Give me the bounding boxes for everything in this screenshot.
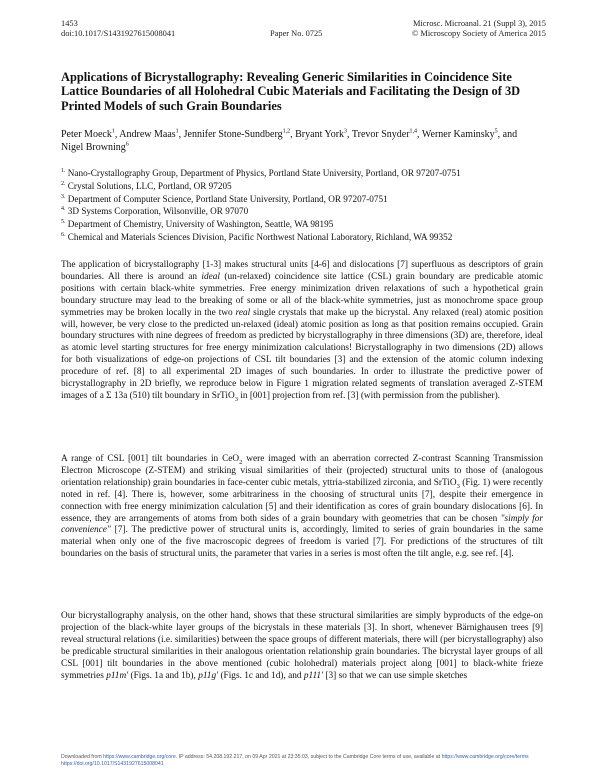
affiliation: $^{5.}$ Department of Chemistry, University of Washington, Seattle, WA 98195	[61, 219, 334, 230]
affiliation: $^{3.}$ Department of Computer Science, Portland State University, Portland, OR 97207-0751	[61, 193, 388, 204]
affiliation: $^{2.}$ Crystal Solutions, LLC, Portland, OR 97205	[61, 180, 232, 191]
affiliation: $^{1.}$ Nano-Crystallography Group, Department of Physics, Portland State University, Portland, OR 97207-0751	[61, 167, 461, 178]
copyright: © Microscopy Society of America 2015	[411, 29, 546, 39]
affiliation: $^{4.}$ 3D Systems Corporation, Wilsonville, OR 97070	[61, 206, 249, 217]
author: Bryant York$^3$,	[295, 128, 352, 140]
header-right	[396, 19, 546, 40]
doi[interactable]: doi:10.1017/S1431927615008041	[61, 29, 176, 39]
doi-link[interactable]: https://doi.org/10.1017/S1431927615008041	[61, 761, 164, 767]
page-number: 1453	[61, 19, 78, 28]
terms-link[interactable]: https://www.cambridge.org/core/terms	[441, 754, 529, 760]
author: Nigel Browning$^6$	[61, 141, 129, 153]
header-left	[61, 19, 175, 40]
body-paragraph-1: The application of bicrystallography [1-3] makes structural units [4-6] and dislocations [7] superfluous as descriptors of grain boundaries. All there is around an ideal (un-relaxed) coincidence site lattice (CSL) grain boundary are predicable atomic positions with certain black-white symmetries. Free energy minimization driven relaxations of such a hypothetical grain boundary structure may lead to the breaking of some or all of the black-white symmetries, just as monochrome space group symmetries may be broken locally in the two real single crystals that make up the bicrystal. Any relaxed (real) atomic position will, however, be very close to the predicted un-relaxed (ideal) atomic position as long as that position remains occupied. Grain boundary structures with nine degrees of freedom as predicted by bicrystallography in three dimensions (3D) are, therefore, ideal as atomic level starting structures for free energy minimization calculations! Bicrystallography in two dimensions (2D) allows for both visualizations of edge-on projections of CSL tilt boundaries [3] and the extension of the atomic column indexing procedure of ref. [8] to all experimental 2D images of such boundaries. In order to illustrate the predictive power of bicrystallography in 2D briefly, we reproduce below in Figure 1 migration related segments of translation averaged Z-STEM images of a Σ 13a (510) tilt boundary in SrTiO$_3$ in [001] projection from ref. [3] (with permission from the publisher).	[61, 260, 543, 403]
author: Andrew Maas$^1$,	[119, 128, 184, 140]
download-footer: Downloaded from https://www.cambridge.org/core. IP address: 54.208.192.217, on 09 Apr 2021 at 23:35:03, subject to the Cambridge Core terms of use, available at https://www.cambridge.org/core/terms https://doi.org/10.1017/S1431927615008041	[61, 754, 561, 768]
author-list	[61, 129, 541, 154]
author: Werner Kaminsky$^5$, and	[421, 128, 518, 140]
body-paragraph-2: A range of CSL [001] tilt boundaries in CeO$_2$ were imaged with an aberration corrected Z-contrast Scanning Transmission Electron Microscope (Z-STEM) and striking visual similarities of their (projected) structural units to those of (analogous orientation relationship) grain boundaries in face-center cubic metals, yttria-stabilized zirconia, and SrTiO$_3$ (Fig. 1) were recently noted in ref. [4]. There is, however, some arbitrariness in the choosing of structural units [7], despite their emergence in connection with free energy minimization calculation [5] and their identification as cores of grain boundary dislocations [6]. In essence, they are arrangements of atoms from both sides of a grain boundary with geometries that can be chosen "simply for convenience" [7]. The predictive power of structural units is, accordingly, limited to series of grain boundaries in the same material when only one of the five macroscopic degrees of freedom is varied [7]. For predictions of the structures of tilt boundaries on the basis of structural units, the parameter that varies in a series is most often the tilt angle, e.g. see ref. [4].	[61, 454, 543, 560]
journal-citation: Microsc. Microanal. 21 (Suppl 3), 2015	[412, 19, 546, 28]
core-link[interactable]: https://www.cambridge.org/core	[103, 754, 176, 760]
affiliation: $^{6.}$ Chemical and Materials Sciences Division, Pacific Northwest National Laboratory, Richland, WA 99352	[61, 231, 453, 242]
affiliation-list	[61, 167, 551, 244]
body-paragraph-3: Our bicrystallography analysis, on the other hand, shows that these structural similarities are simply byproducts of the edge-on projection of the black-white layer groups of the bicrystals in these materials [3]. In short, whenever Bärnighausen trees [9] reveal structural relations (i.e. similarities) between the space groups of different materials, there will (per bicrystallography) also be predicable structural similarities in their analogous orientation relationship grain boundaries. The bicrystal layer groups of all CSL [001] tilt boundaries in the above mentioned (cubic holohedral) materials project along [001] to black-white frieze symmetries p11m′ (Figs. 1a and 1b), p11g′ (Figs. 1c and 1d), and p111′ [3] so that we can use simple sketches	[61, 611, 543, 681]
paper-number: Paper No. 0725	[270, 29, 323, 38]
author: Trevor Snyder$^{1,4}$,	[351, 128, 422, 140]
paper-title: Applications of Bicrystallography: Revealing Generic Similarities in Coincidence Site Lattice Boundaries of all Holohedral Cubic Materials and Facilitating the Design of 3D Printed Models of such Grain Boundaries	[61, 70, 521, 113]
author: Jennifer Stone-Sundberg$^{1,2}$,	[183, 128, 296, 140]
author: Peter Moeck$^1$,	[61, 128, 120, 140]
